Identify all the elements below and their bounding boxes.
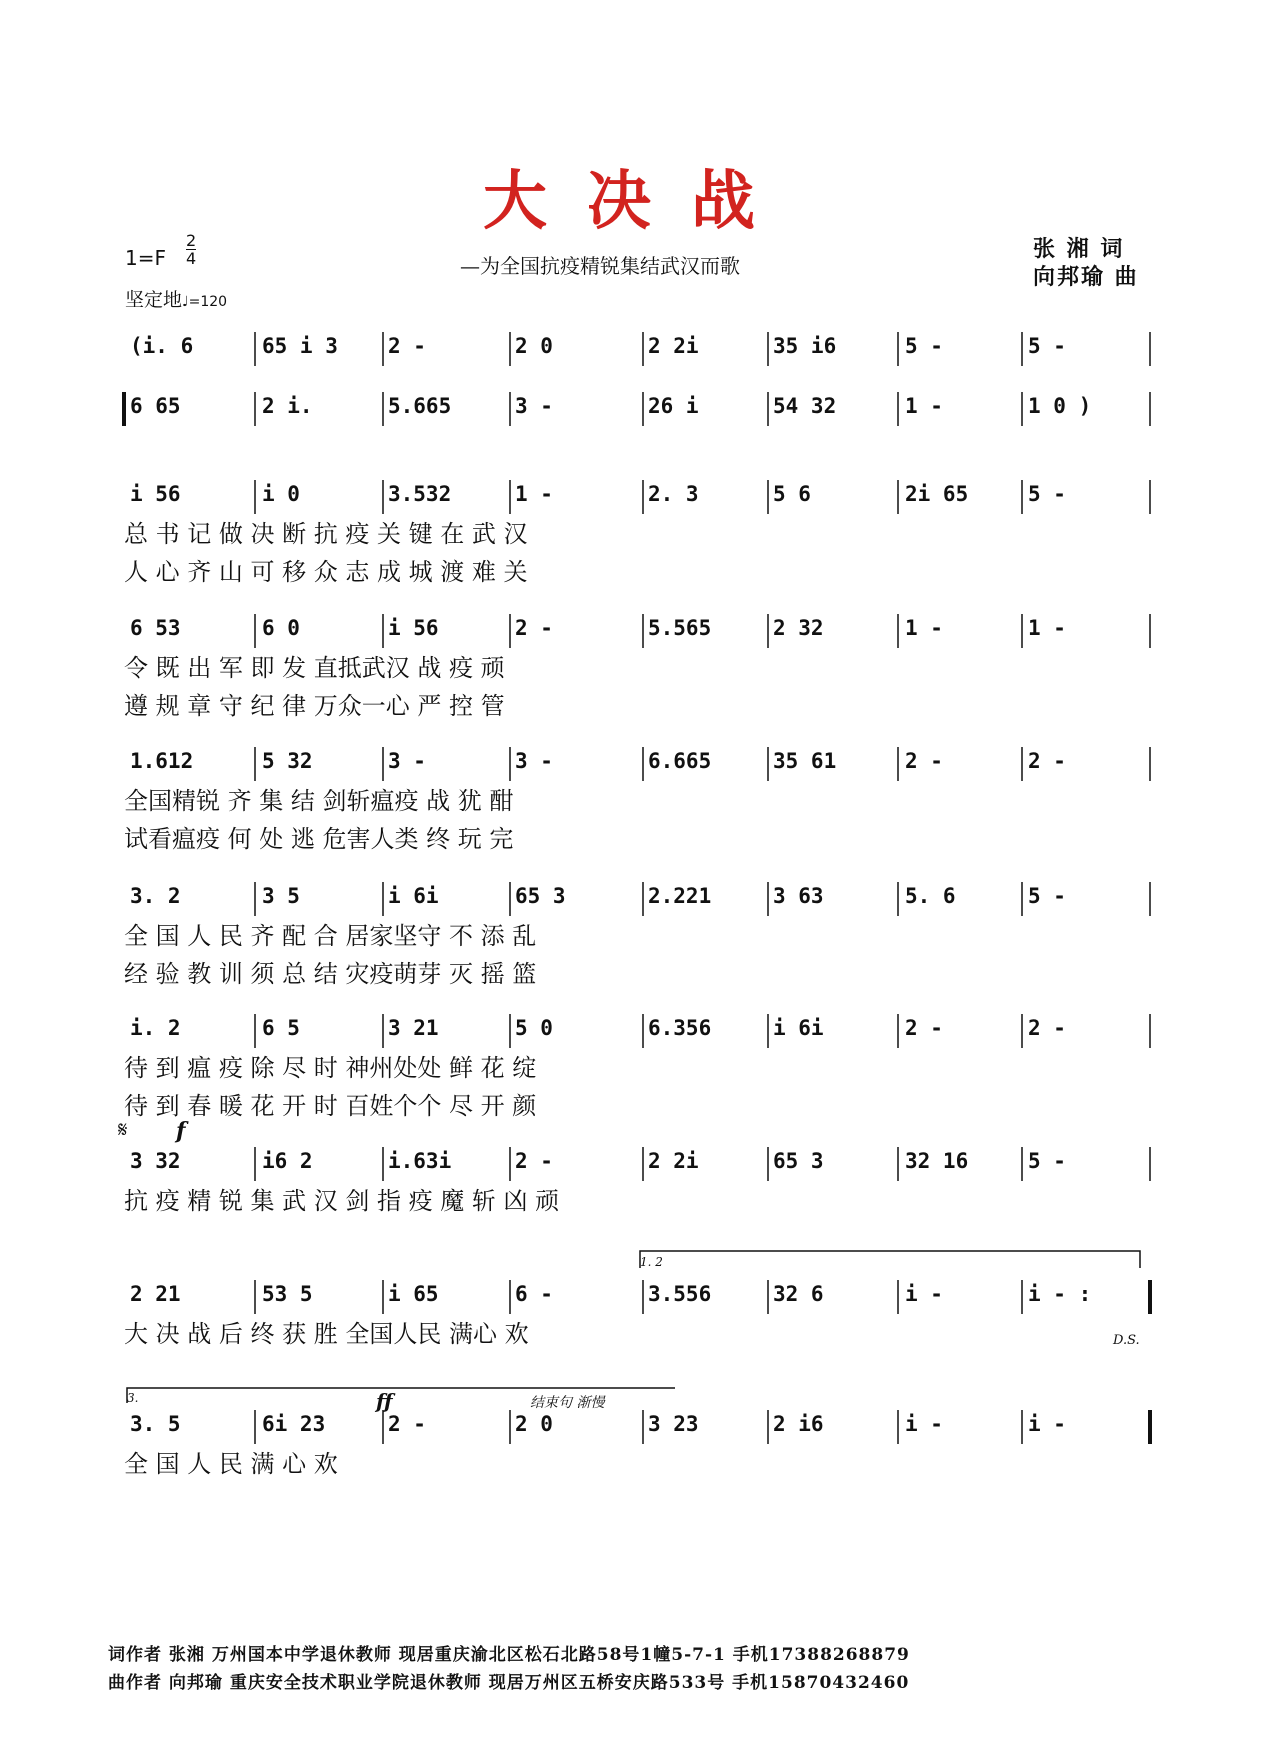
lyric-line-1: 令 既 出 军 即 发 直抵武汉 战 疫 顽 <box>124 654 505 682</box>
measure-notes: i - <box>905 1282 943 1306</box>
composer-credit: 向邦瑜 曲 <box>1033 264 1139 290</box>
measure-notes: 6 53 <box>130 616 181 640</box>
measure-notes: 65 3 <box>515 884 566 908</box>
time-signature-bottom: 4 <box>186 249 197 268</box>
measure-notes: 6 - <box>515 1282 553 1306</box>
measure-notes: 2 - <box>388 1412 426 1436</box>
measure-notes: 3 - <box>388 749 426 773</box>
measure-notes: 2 - <box>905 749 943 773</box>
measure-notes: 2 0 <box>515 1412 553 1436</box>
measure-notes: 2 - <box>1028 749 1066 773</box>
lyric-line-1: 全 国 人 民 齐 配 合 居家坚守 不 添 乱 <box>124 922 537 950</box>
measure-notes: 3.556 <box>648 1282 712 1306</box>
measure-notes: 2 21 <box>130 1282 181 1306</box>
measure-notes: 2 i6 <box>773 1412 824 1436</box>
lyric-line-1: 待 到 瘟 疫 除 尽 时 神州处处 鲜 花 绽 <box>124 1054 537 1082</box>
ending-3-label: 3. <box>127 1391 139 1405</box>
measure-notes: 65 i 3 <box>262 334 338 358</box>
measure-notes: i - : <box>1028 1282 1092 1306</box>
lyric-line-2: 遵 规 章 守 纪 律 万众一心 严 控 管 <box>124 692 505 720</box>
dynamic-f: f <box>176 1118 186 1144</box>
ending-1-2-bracket <box>640 1251 1140 1268</box>
measure-notes: i 56 <box>388 616 439 640</box>
measure-notes: 2 - <box>515 1149 553 1173</box>
measure-notes: 5 0 <box>515 1016 553 1040</box>
measure-notes: i - <box>1028 1412 1066 1436</box>
measure-notes: 32 6 <box>773 1282 824 1306</box>
measure-notes: 5 - <box>905 334 943 358</box>
measure-notes: 6 0 <box>262 616 300 640</box>
measure-notes: 2 - <box>388 334 426 358</box>
measure-notes: 2i 65 <box>905 482 969 506</box>
lyric-line-1: 全 国 人 民 满 心 欢 <box>124 1450 338 1478</box>
measure-notes: 6 65 <box>130 394 181 418</box>
footer-composer-info: 曲作者 向邦瑜 重庆安全技术职业学院退休教师 现居万州区五桥安庆路533号 手机15870432460 <box>108 1673 910 1693</box>
coda-text: 结束句 渐慢 <box>530 1395 605 1411</box>
dynamic-ff: ff <box>376 1389 393 1413</box>
measure-notes: 6.356 <box>648 1016 712 1040</box>
measure-notes: 35 i6 <box>773 334 837 358</box>
measure-notes: 3 - <box>515 749 553 773</box>
measure-notes: 3. 2 <box>130 884 181 908</box>
measure-notes: 5 6 <box>773 482 811 506</box>
measure-notes: 5.665 <box>388 394 452 418</box>
measure-notes: 54 32 <box>773 394 837 418</box>
lyric-line-1: 抗 疫 精 锐 集 武 汉 剑 指 疫 魔 斩 凶 顽 <box>124 1187 560 1215</box>
measure-notes: 3 32 <box>130 1149 181 1173</box>
measure-notes: 2 - <box>1028 1016 1066 1040</box>
lyric-line-1: 全国精锐 齐 集 结 剑斩瘟疫 战 犹 酣 <box>124 787 514 815</box>
lyric-line-2: 经 验 教 训 须 总 结 灾疫萌芽 灭 摇 篮 <box>124 960 537 988</box>
measure-notes: 1.612 <box>130 749 194 773</box>
measure-notes: i 6i <box>388 884 439 908</box>
measure-notes: 32 16 <box>905 1149 969 1173</box>
measure-notes: 2.221 <box>648 884 712 908</box>
measure-notes: 2 32 <box>773 616 824 640</box>
measure-notes: i - <box>905 1412 943 1436</box>
measure-notes: 65 3 <box>773 1149 824 1173</box>
tempo-text: 坚定地 <box>125 289 183 311</box>
lyric-line-2: 试看瘟疫 何 处 逃 危害人类 终 玩 完 <box>124 825 514 853</box>
footer-lyricist-info: 词作者 张湘 万州国本中学退休教师 现居重庆渝北区松石北路58号1幢5-7-1 手机17388268879 <box>108 1645 910 1665</box>
time-signature-top: 2 <box>186 231 197 250</box>
measure-notes: 26 i <box>648 394 699 418</box>
measure-notes: 1 - <box>905 616 943 640</box>
measure-notes: 5 - <box>1028 884 1066 908</box>
measure-notes: 2 - <box>905 1016 943 1040</box>
measure-notes: 3. 5 <box>130 1412 181 1436</box>
measure-notes: 53 5 <box>262 1282 313 1306</box>
ending-1-2-label: 1. 2 <box>640 1255 663 1269</box>
measure-notes: 2 0 <box>515 334 553 358</box>
measure-notes: 1 - <box>1028 616 1066 640</box>
measure-notes: 3 23 <box>648 1412 699 1436</box>
lyricist-credit: 张 湘 词 <box>1033 236 1125 262</box>
measure-notes: 5 - <box>1028 1149 1066 1173</box>
measure-notes: 2. 3 <box>648 482 699 506</box>
measure-notes: i 65 <box>388 1282 439 1306</box>
measure-notes: i6 2 <box>262 1149 313 1173</box>
measure-notes: (i. 6 <box>130 334 194 358</box>
lyric-line-2: 待 到 春 暖 花 开 时 百姓个个 尽 开 颜 <box>124 1092 537 1120</box>
measure-notes: 3 63 <box>773 884 824 908</box>
measure-notes: 3 21 <box>388 1016 439 1040</box>
ds-mark: D.S. <box>1113 1333 1140 1348</box>
segno-sign: 𝄋 <box>118 1118 128 1143</box>
measure-notes: 5.565 <box>648 616 712 640</box>
song-title: 大决战 <box>483 164 795 239</box>
measure-notes: 6i 23 <box>262 1412 326 1436</box>
measure-notes: 5 32 <box>262 749 313 773</box>
measure-notes: 1 0 ) <box>1028 394 1092 418</box>
measure-notes: 2 - <box>515 616 553 640</box>
measure-notes: 1 - <box>515 482 553 506</box>
measure-notes: 6.665 <box>648 749 712 773</box>
measure-notes: 5. 6 <box>905 884 956 908</box>
measure-notes: i 0 <box>262 482 300 506</box>
measure-notes: 35 61 <box>773 749 837 773</box>
measure-notes: 3 - <box>515 394 553 418</box>
measure-notes: 3 5 <box>262 884 300 908</box>
lyric-line-2: 人 心 齐 山 可 移 众 志 成 城 渡 难 关 <box>124 558 528 586</box>
lyric-line-1: 总 书 记 做 决 断 抗 疫 关 键 在 武 汉 <box>124 520 528 548</box>
measure-notes: i 6i <box>773 1016 824 1040</box>
song-subtitle: —为全国抗疫精锐集结武汉而歌 <box>460 254 740 278</box>
ending-3-bracket <box>127 1388 675 1403</box>
measure-notes: i 56 <box>130 482 181 506</box>
measure-notes: i.63i <box>388 1149 452 1173</box>
key-signature: 1=F <box>125 246 166 270</box>
measure-notes: 2 2i <box>648 334 699 358</box>
tempo-value: ♩=120 <box>182 294 228 310</box>
measure-notes: 2 2i <box>648 1149 699 1173</box>
measure-notes: 3.532 <box>388 482 452 506</box>
measure-notes: 6 5 <box>262 1016 300 1040</box>
lyric-line-1: 大 决 战 后 终 获 胜 全国人民 满心 欢 <box>124 1320 529 1348</box>
measure-notes: 1 - <box>905 394 943 418</box>
measure-notes: 5 - <box>1028 334 1066 358</box>
measure-notes: 5 - <box>1028 482 1066 506</box>
measure-notes: i. 2 <box>130 1016 181 1040</box>
measure-notes: 2 i. <box>262 394 313 418</box>
